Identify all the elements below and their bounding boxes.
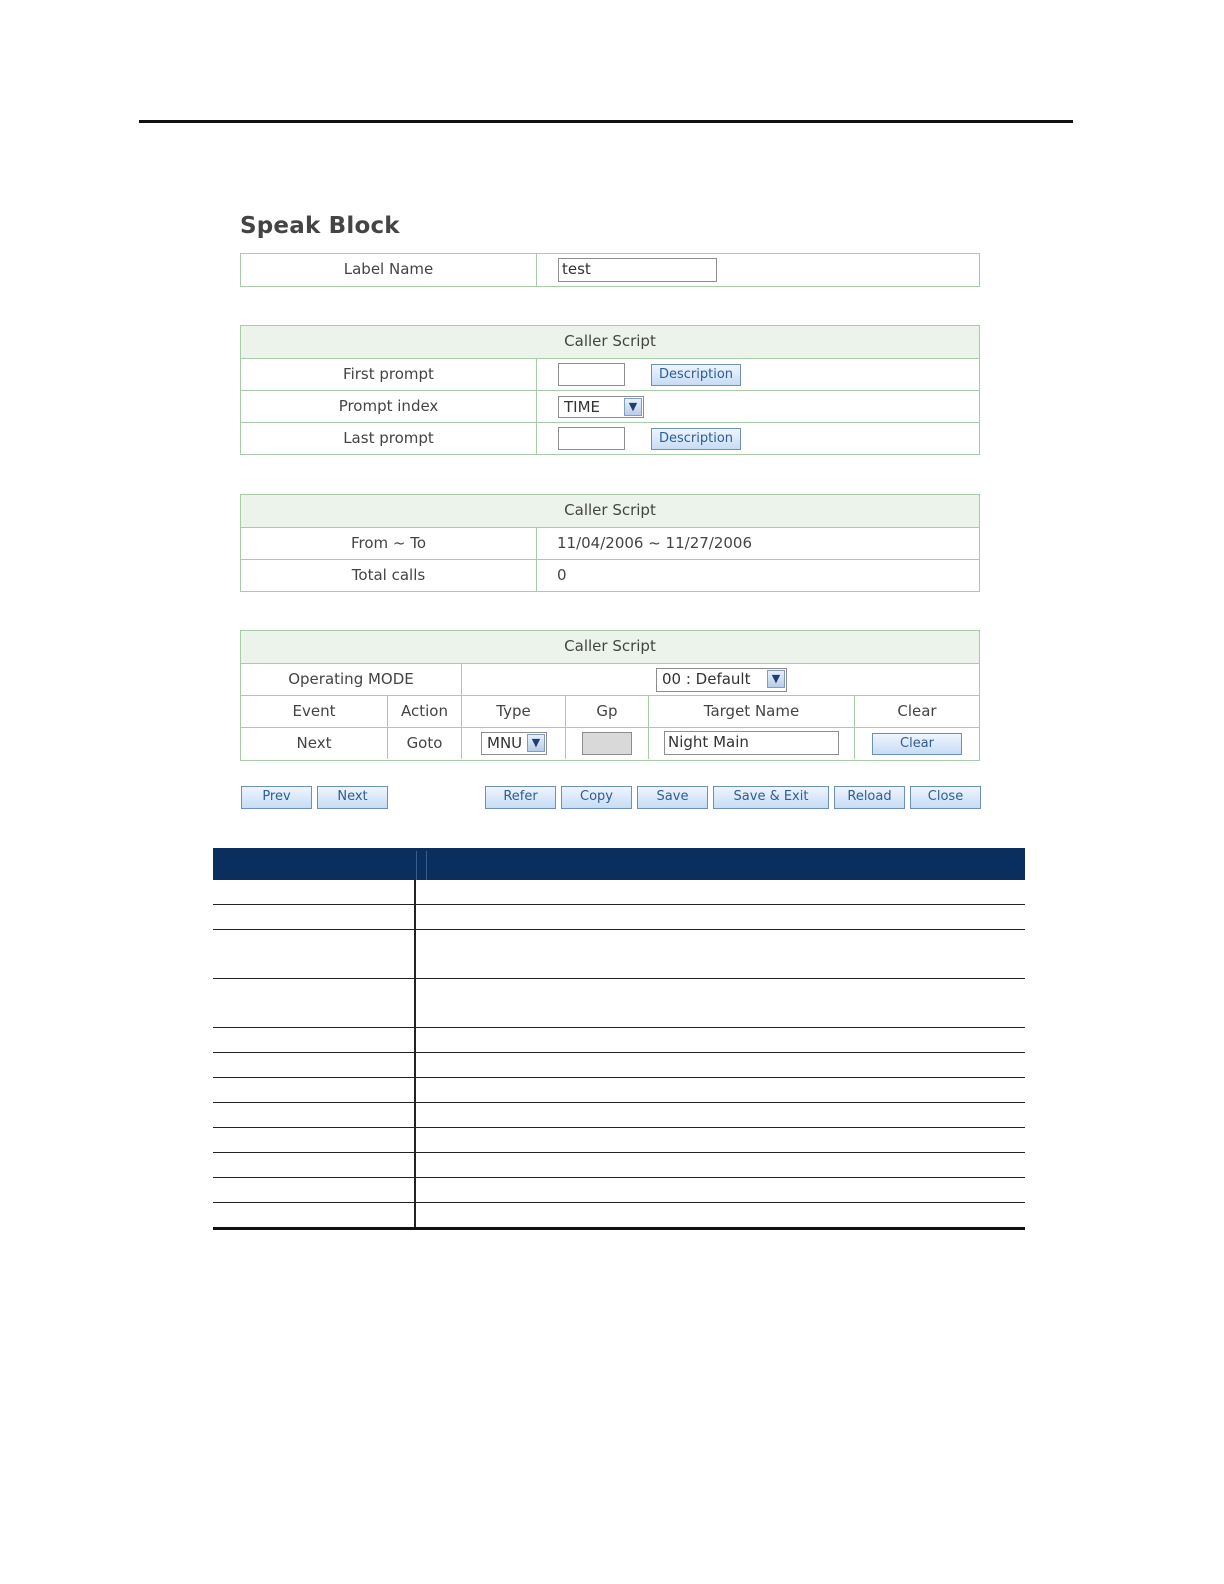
label-name-section xyxy=(240,253,980,287)
caller-script-stats-section xyxy=(240,494,980,592)
first-prompt-label: First prompt xyxy=(241,359,537,390)
operating-mode-label: Operating MODE xyxy=(241,664,462,695)
total-calls-label: Total calls xyxy=(241,560,537,591)
top-rule xyxy=(139,120,1073,123)
header-divider xyxy=(426,851,427,880)
table-row xyxy=(213,1028,1025,1053)
last-prompt-label: Last prompt xyxy=(241,423,537,454)
clear-button[interactable]: Clear xyxy=(872,733,962,755)
table-cell xyxy=(213,979,416,1027)
action-value: Goto xyxy=(388,728,462,759)
table-cell xyxy=(213,880,416,904)
type-select[interactable] xyxy=(481,732,547,755)
first-prompt-input[interactable] xyxy=(558,363,625,386)
speak-block-window xyxy=(232,205,990,825)
caller-script-prompts-section xyxy=(240,325,980,455)
table-row xyxy=(213,1178,1025,1203)
table-cell xyxy=(213,905,416,929)
prompt-index-select[interactable] xyxy=(558,396,644,418)
events-header-row xyxy=(241,695,979,727)
table-row xyxy=(213,1103,1025,1128)
table-cell xyxy=(213,1153,416,1177)
label-name-input[interactable]: test xyxy=(558,258,717,282)
table-row xyxy=(213,1053,1025,1078)
table-row xyxy=(213,880,1025,905)
chevron-down-icon[interactable]: ▼ xyxy=(624,398,642,416)
event-value: Next xyxy=(241,728,388,759)
table-cell xyxy=(213,1103,416,1127)
header-divider xyxy=(416,851,417,880)
chevron-down-icon[interactable]: ▼ xyxy=(527,734,545,752)
column-header-gp: Gp xyxy=(566,696,649,727)
table-row xyxy=(213,1203,1025,1230)
column-header-target-name: Target Name xyxy=(649,696,855,727)
table-cell xyxy=(213,1053,416,1077)
table-row xyxy=(213,979,1025,1028)
type-value: MNU xyxy=(487,734,523,752)
column-header-event: Event xyxy=(241,696,388,727)
operating-mode-value: 00 : Default xyxy=(662,670,751,688)
reload-button[interactable]: Reload xyxy=(834,786,905,809)
prompt-index-value: TIME xyxy=(564,398,601,416)
table-row xyxy=(213,905,1025,930)
table-cell xyxy=(213,1203,416,1227)
table-cell xyxy=(213,1128,416,1152)
operating-mode-select[interactable] xyxy=(656,668,787,692)
table-cell xyxy=(213,1028,416,1052)
table-row xyxy=(213,1153,1025,1178)
table-cell xyxy=(213,930,416,978)
from-to-value: 11/04/2006 ~ 11/27/2006 xyxy=(557,534,753,552)
section-header: Caller Script xyxy=(241,631,979,663)
table-row xyxy=(213,930,1025,979)
first-prompt-description-button[interactable]: Description xyxy=(651,364,741,386)
prompt-index-label: Prompt index xyxy=(241,391,537,422)
caller-script-events-section xyxy=(240,630,980,761)
table-header xyxy=(213,848,1025,880)
from-to-label: From ~ To xyxy=(241,528,537,559)
table-row xyxy=(241,727,979,759)
last-prompt-input[interactable] xyxy=(558,427,625,450)
description-table xyxy=(213,848,1025,1230)
table-cell xyxy=(213,1078,416,1102)
target-name-input[interactable]: Night Main xyxy=(664,731,839,755)
table-cell xyxy=(213,1178,416,1202)
save-exit-button[interactable]: Save & Exit xyxy=(713,786,829,809)
table-row xyxy=(213,1078,1025,1103)
page-title: Speak Block xyxy=(240,213,400,239)
last-prompt-description-button[interactable]: Description xyxy=(651,428,741,450)
section-header: Caller Script xyxy=(241,326,979,358)
section-header: Caller Script xyxy=(241,495,979,527)
next-button[interactable]: Next xyxy=(317,786,388,809)
close-button[interactable]: Close xyxy=(910,786,981,809)
save-button[interactable]: Save xyxy=(637,786,708,809)
gp-input[interactable] xyxy=(582,732,632,755)
refer-button[interactable]: Refer xyxy=(485,786,556,809)
prev-button[interactable]: Prev xyxy=(241,786,312,809)
column-header-action: Action xyxy=(388,696,462,727)
label-name-label: Label Name xyxy=(241,254,537,286)
column-header-type: Type xyxy=(462,696,566,727)
chevron-down-icon[interactable]: ▼ xyxy=(767,670,785,688)
total-calls-value: 0 xyxy=(557,566,567,584)
copy-button[interactable]: Copy xyxy=(561,786,632,809)
column-header-clear: Clear xyxy=(897,702,937,720)
table-row xyxy=(213,1128,1025,1153)
